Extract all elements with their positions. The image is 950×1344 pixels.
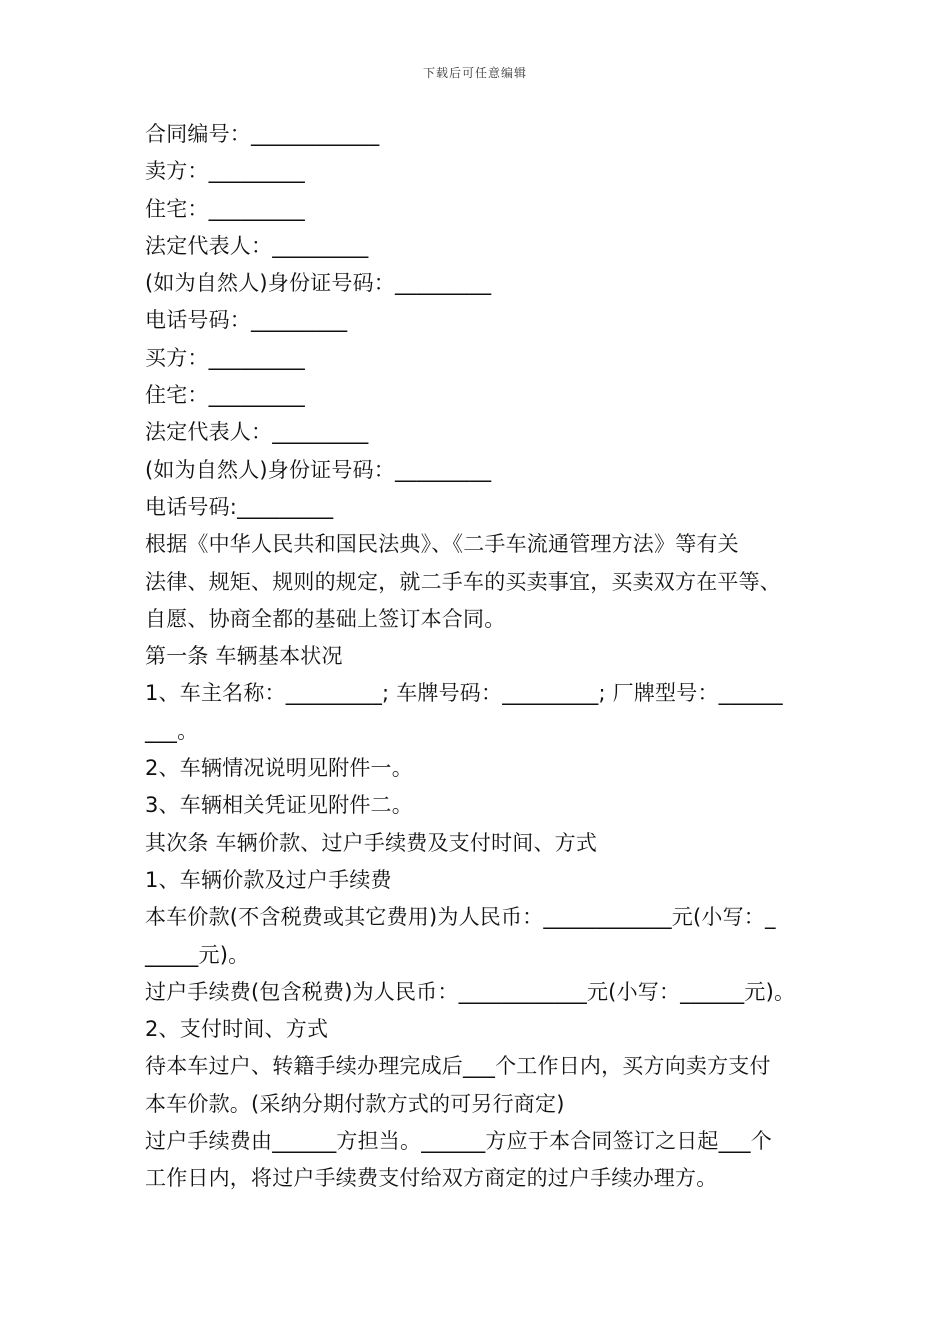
clause-line: 1、车辆价款及过户手续费 <box>145 867 392 892</box>
article-heading: 其次条 车辆价款、过户手续费及支付时间、方式 <box>145 830 598 855</box>
preamble-line: 自愿、协商全都的基础上签订本合同。 <box>145 606 506 631</box>
page-header-note: 下载后可任意编辑 <box>422 66 527 80</box>
buyer-line: 买方：_________ <box>145 345 305 370</box>
clause-line: ___。 <box>145 718 199 743</box>
clause-line: 2、车辆情况说明见附件一。 <box>145 756 413 781</box>
seller-legal-rep-line: 法定代表人：_________ <box>145 233 369 258</box>
contract-number-line: 合同编号：____________ <box>145 122 380 146</box>
clause-line: 工作日内，将过户手续费支付给双方商定的过户手续办理方。 <box>145 1166 718 1191</box>
buyer-legal-rep-line: 法定代表人：_________ <box>145 420 369 445</box>
buyer-address-line: 住宅：_________ <box>145 383 305 408</box>
seller-phone-line: 电话号码：_________ <box>145 308 348 333</box>
contract-body <box>145 116 825 1198</box>
buyer-id-number-line: (如为自然人)身份证号码：_________ <box>145 457 492 482</box>
clause-line: 本车价款(不含税费或其它费用)为人民币：____________元(小写：_ <box>145 905 776 930</box>
preamble-line: 根据《中华人民共和国民法典》、《二手车流通管理方法》等有关 <box>145 532 739 557</box>
clause-line: 本车价款。(采纳分期付款方式的可另行商定) <box>145 1091 565 1116</box>
clause-line: 1、车主名称：_________; 车牌号码：_________; 厂牌型号：______ <box>145 681 783 706</box>
clause-line: 待本车过户、转籍手续办理完成后___个工作日内，买方向卖方支付 <box>145 1054 771 1079</box>
clause-line: 3、车辆相关凭证见附件二。 <box>145 793 413 818</box>
clause-line: _____元)。 <box>145 942 250 967</box>
clause-line: 过户手续费(包含税费)为人民币：____________元(小写：______元)。 <box>145 979 796 1004</box>
seller-line: 卖方：_________ <box>145 159 305 184</box>
seller-address-line: 住宅：_________ <box>145 196 305 221</box>
seller-id-number-line: (如为自然人)身份证号码：_________ <box>145 271 492 296</box>
clause-line: 过户手续费由______方担当。______方应于本合同签订之日起___个 <box>145 1129 772 1154</box>
clause-line: 2、支付时间、方式 <box>145 1017 329 1042</box>
buyer-phone-line: 电话号码:_________ <box>145 494 334 519</box>
preamble-line: 法律、规矩、规则的规定，就二手车的买卖事宜，买卖双方在平等、 <box>145 569 781 594</box>
article-heading: 第一条 车辆基本状况 <box>145 644 343 669</box>
